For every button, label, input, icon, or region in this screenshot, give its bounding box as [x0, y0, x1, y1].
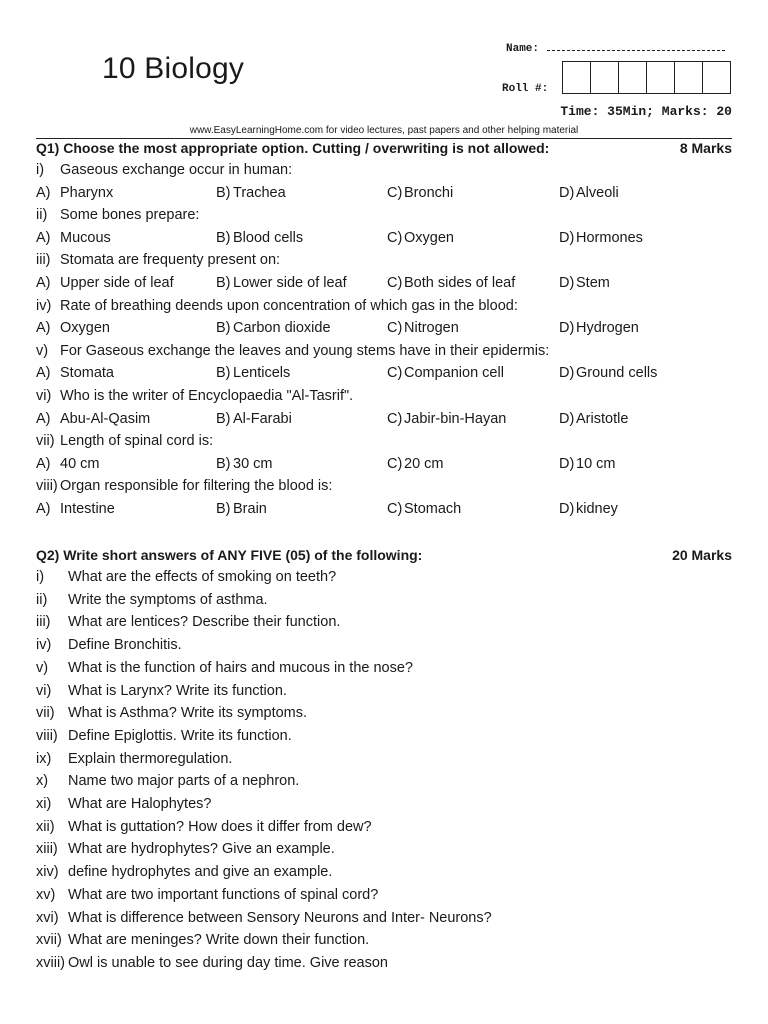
short-question-number: iii): [36, 614, 51, 631]
short-question: [36, 751, 736, 767]
mcq-question: [36, 162, 736, 178]
mcq-question-text: Some bones prepare:: [60, 207, 200, 224]
mcq-option-text: Mucous: [60, 229, 111, 246]
mcq-question-number: iii): [36, 252, 51, 269]
mcq-option-letter: B): [216, 184, 231, 201]
mcq-option-letter: D): [559, 320, 575, 337]
mcq-option-text: Lower side of leaf: [233, 275, 347, 291]
header-divider: [36, 138, 732, 139]
mcq-option[interactable]: [387, 230, 454, 246]
mcq-option[interactable]: [387, 320, 459, 336]
roll-digit-box[interactable]: [647, 62, 675, 93]
mcq-option-text: Companion cell: [404, 365, 504, 382]
mcq-option-letter: A): [36, 410, 51, 427]
mcq-option[interactable]: [559, 411, 628, 427]
mcq-option[interactable]: [216, 185, 286, 201]
mcq-question-number: vi): [36, 388, 52, 404]
mcq-question: [36, 433, 736, 449]
mcq-option-text: 20 cm: [404, 455, 444, 472]
short-question-number: xi): [36, 796, 52, 812]
short-question-text: What is Asthma? Write its symptoms.: [68, 705, 308, 722]
mcq-option[interactable]: [387, 185, 453, 201]
mcq-option[interactable]: [559, 275, 610, 291]
mcq-question-number: vii): [36, 433, 55, 450]
mcq-option-letter: B): [216, 229, 231, 246]
mcq-option-text: Oxygen: [404, 229, 454, 246]
name-field[interactable]: [506, 41, 725, 55]
roll-digit-box[interactable]: [703, 62, 730, 93]
mcq-option-text: Hormones: [576, 229, 643, 246]
roll-digit-box[interactable]: [563, 62, 591, 93]
short-question-number: xvi): [36, 909, 59, 926]
short-question: [36, 932, 736, 948]
mcq-question: [36, 298, 736, 314]
mcq-option[interactable]: [36, 185, 113, 201]
mcq-option-letter: C): [387, 365, 403, 382]
mcq-question-text: Who is the writer of Encyclopaedia "Al-Tasrif".: [60, 388, 354, 404]
mcq-option-text: Both sides of leaf: [404, 275, 516, 291]
mcq-option-letter: B): [216, 455, 231, 472]
q2-heading-row: [36, 547, 732, 563]
mcq-option-letter: D): [559, 275, 575, 291]
mcq-option-letter: B): [216, 320, 231, 337]
short-question-number: iv): [36, 637, 52, 654]
mcq-option[interactable]: [559, 365, 657, 381]
short-question-text: Write the symptoms of asthma.: [68, 591, 268, 608]
mcq-option-letter: A): [36, 184, 51, 201]
short-question: [36, 887, 736, 903]
short-question: [36, 728, 736, 744]
short-question: [36, 637, 736, 653]
short-question-text: What is Larynx? Write its function.: [68, 682, 287, 699]
mcq-option-text: Aristotle: [576, 410, 629, 427]
mcq-option-text: Blood cells: [233, 229, 304, 246]
mcq-question-text: For Gaseous exchange the leaves and young stems have in their epidermis:: [60, 342, 550, 359]
mcq-option-text: Carbon dioxide: [233, 320, 331, 337]
short-question-text: What are Halophytes?: [68, 796, 212, 812]
short-question-number: v): [36, 659, 49, 676]
mcq-option-letter: B): [216, 365, 231, 382]
q2-marks: 20 Marks: [672, 547, 732, 563]
mcq-option[interactable]: [216, 456, 273, 472]
mcq-option-text: Ground cells: [576, 365, 658, 382]
short-question: [36, 864, 736, 880]
page-title: 10 Biology: [102, 52, 245, 85]
short-question: [36, 705, 736, 721]
short-question-number: viii): [36, 727, 58, 744]
short-question-number: i): [36, 569, 45, 585]
mcq-option[interactable]: [387, 411, 506, 427]
short-question-text: Name two major parts of a nephron.: [68, 773, 300, 790]
mcq-option-text: Al-Farabi: [233, 410, 292, 427]
mcq-option[interactable]: [387, 365, 504, 381]
mcq-option-text: Nitrogen: [404, 320, 459, 337]
mcq-option-text: Bronchi: [404, 184, 454, 201]
short-question-text: define hydrophytes and give an example.: [68, 864, 333, 881]
mcq-option-letter: D): [559, 229, 575, 246]
mcq-options-row: [36, 320, 736, 340]
mcq-question-number: v): [36, 342, 49, 359]
roll-digit-box[interactable]: [619, 62, 647, 93]
mcq-option-text: 40 cm: [60, 455, 100, 472]
short-question-number: xvii): [36, 932, 62, 949]
mcq-option[interactable]: [559, 456, 616, 472]
mcq-option-text: Trachea: [233, 184, 286, 201]
mcq-option[interactable]: [387, 456, 444, 472]
short-question-text: What is guttation? How does it differ from dew?: [68, 818, 372, 835]
short-question-number: vii): [36, 705, 55, 722]
mcq-option[interactable]: [36, 275, 174, 291]
short-question: [36, 910, 736, 926]
roll-digit-box[interactable]: [591, 62, 619, 93]
short-question-number: xiii): [36, 841, 58, 858]
mcq-option-text: Lenticels: [233, 365, 291, 382]
mcq-option-letter: D): [559, 455, 575, 472]
q1-heading-row: [36, 140, 732, 156]
name-blank-line[interactable]: [547, 41, 725, 51]
short-question-text: What are the effects of smoking on teeth?: [68, 569, 337, 585]
time-marks: Time: 35Min; Marks: 20: [560, 104, 732, 119]
mcq-option-letter: C): [387, 455, 403, 472]
mcq-option[interactable]: [387, 275, 515, 291]
mcq-option-letter: B): [216, 275, 231, 291]
mcq-question-text: Organ responsible for filtering the blood is:: [60, 478, 333, 495]
mcq-option[interactable]: [36, 456, 100, 472]
mcq-option[interactable]: [559, 185, 619, 201]
mcq-option-letter: A): [36, 320, 51, 337]
mcq-options-row: [36, 456, 736, 476]
roll-digit-box[interactable]: [675, 62, 703, 93]
q1-marks: 8 Marks: [679, 140, 732, 156]
roll-number-boxes[interactable]: [562, 61, 731, 94]
mcq-question-number: iv): [36, 297, 52, 314]
mcq-option-letter: C): [387, 320, 403, 337]
short-question-text: Define Bronchitis.: [68, 637, 182, 654]
mcq-option-text: Brain: [233, 501, 267, 517]
mcq-options-row: [36, 411, 736, 431]
mcq-option-letter: C): [387, 501, 403, 517]
mcq-option[interactable]: [559, 230, 643, 246]
short-question: [36, 773, 736, 789]
mcq-option-text: Hydrogen: [576, 320, 639, 337]
mcq-question: [36, 207, 736, 223]
short-question-number: xv): [36, 886, 56, 903]
mcq-option-text: Alveoli: [576, 184, 619, 201]
q2-heading: Q2) Write short answers of ANY FIVE (05) of the following:: [36, 547, 423, 563]
short-question-number: ii): [36, 591, 48, 608]
mcq-option-text: Jabir-bin-Hayan: [404, 410, 507, 427]
mcq-option-letter: A): [36, 365, 51, 382]
mcq-option-text: Oxygen: [60, 320, 110, 337]
mcq-option[interactable]: [216, 411, 292, 427]
mcq-option[interactable]: [36, 501, 115, 517]
mcq-option-letter: D): [559, 501, 575, 517]
mcq-option[interactable]: [559, 501, 618, 517]
mcq-option-letter: C): [387, 410, 403, 427]
mcq-question: [36, 478, 736, 494]
mcq-question-number: i): [36, 162, 45, 178]
mcq-option-letter: A): [36, 275, 51, 291]
short-question: [36, 841, 736, 857]
mcq-option[interactable]: [216, 365, 290, 381]
mcq-option-letter: D): [559, 184, 575, 201]
mcq-option[interactable]: [559, 320, 639, 336]
mcq-option-text: Upper side of leaf: [60, 275, 174, 291]
short-question: [36, 796, 736, 812]
mcq-question-text: Rate of breathing deends upon concentration of which gas in the blood:: [60, 297, 518, 314]
mcq-option-text: Stem: [576, 275, 610, 291]
mcq-question-text: Stomata are frequenty present on:: [60, 252, 281, 269]
short-question: [36, 592, 736, 608]
mcq-option[interactable]: [36, 320, 110, 336]
short-question-text: Owl is unable to see during day time. Give reason: [68, 954, 388, 971]
mcq-option[interactable]: [216, 501, 267, 517]
mcq-question-number: ii): [36, 207, 48, 224]
short-question-text: Define Epiglottis. Write its function.: [68, 727, 292, 744]
mcq-option-letter: B): [216, 410, 231, 427]
mcq-option-text: Intestine: [60, 501, 115, 517]
mcq-option-letter: A): [36, 501, 51, 517]
mcq-option-letter: D): [559, 410, 575, 427]
mcq-question: [36, 388, 736, 404]
short-question: [36, 569, 736, 585]
mcq-option-letter: C): [387, 184, 403, 201]
short-question-number: ix): [36, 750, 52, 767]
mcq-option[interactable]: [216, 230, 303, 246]
short-question: [36, 819, 736, 835]
mcq-question-number: viii): [36, 478, 58, 495]
short-question-number: xiv): [36, 864, 59, 881]
website-banner: www.EasyLearningHome.com for video lectures, past papers and other helping material: [189, 125, 579, 136]
mcq-option-letter: D): [559, 365, 575, 382]
mcq-options-row: [36, 275, 736, 295]
short-question-text: What are hydrophytes? Give an example.: [68, 841, 335, 858]
mcq-option-letter: B): [216, 501, 231, 517]
q1-heading: Q1) Choose the most appropriate option. Cutting / overwriting is not allowed:: [36, 140, 550, 156]
mcq-option[interactable]: [216, 275, 347, 291]
mcq-option[interactable]: [36, 230, 111, 246]
mcq-option-text: Abu-Al-Qasim: [60, 410, 151, 427]
mcq-option-text: 30 cm: [233, 455, 273, 472]
short-question: [36, 955, 736, 971]
short-question-text: What are two important functions of spinal cord?: [68, 886, 379, 903]
mcq-option[interactable]: [36, 365, 114, 381]
short-question-text: What is difference between Sensory Neurons and Inter- Neurons?: [68, 909, 492, 926]
short-question-number: vi): [36, 682, 52, 699]
short-question: [36, 614, 736, 630]
mcq-option-letter: A): [36, 455, 51, 472]
mcq-option-text: Stomata: [60, 365, 114, 382]
mcq-question-text: Gaseous exchange occur in human:: [60, 162, 293, 178]
mcq-option-text: Pharynx: [60, 184, 114, 201]
mcq-options-row: [36, 185, 736, 205]
roll-number-label: Roll #:: [502, 83, 549, 95]
mcq-question: [36, 343, 736, 359]
mcq-question: [36, 252, 736, 268]
mcq-option-text: kidney: [576, 501, 618, 517]
short-question-text: What are lentices? Describe their function.: [68, 614, 341, 631]
mcq-options-row: [36, 230, 736, 250]
short-question-number: x): [36, 773, 49, 790]
short-question-text: Explain thermoregulation.: [68, 750, 233, 767]
mcq-option-text: Stomach: [404, 501, 462, 517]
mcq-option[interactable]: [36, 411, 150, 427]
mcq-option-letter: C): [387, 229, 403, 246]
name-label: Name:: [506, 43, 540, 55]
mcq-option-text: 10 cm: [576, 455, 616, 472]
mcq-option-letter: A): [36, 229, 51, 246]
short-question-text: What are meninges? Write down their function.: [68, 932, 370, 949]
mcq-option[interactable]: [216, 320, 331, 336]
short-question: [36, 683, 736, 699]
short-question-number: xii): [36, 818, 55, 835]
mcq-options-row: [36, 365, 736, 385]
short-question-number: xviii): [36, 954, 65, 971]
mcq-option-letter: C): [387, 275, 403, 291]
mcq-option[interactable]: [387, 501, 461, 517]
short-question: [36, 660, 736, 676]
short-question-text: What is the function of hairs and mucous in the nose?: [68, 659, 413, 676]
mcq-options-row: [36, 501, 736, 521]
mcq-question-text: Length of spinal cord is:: [60, 433, 214, 450]
